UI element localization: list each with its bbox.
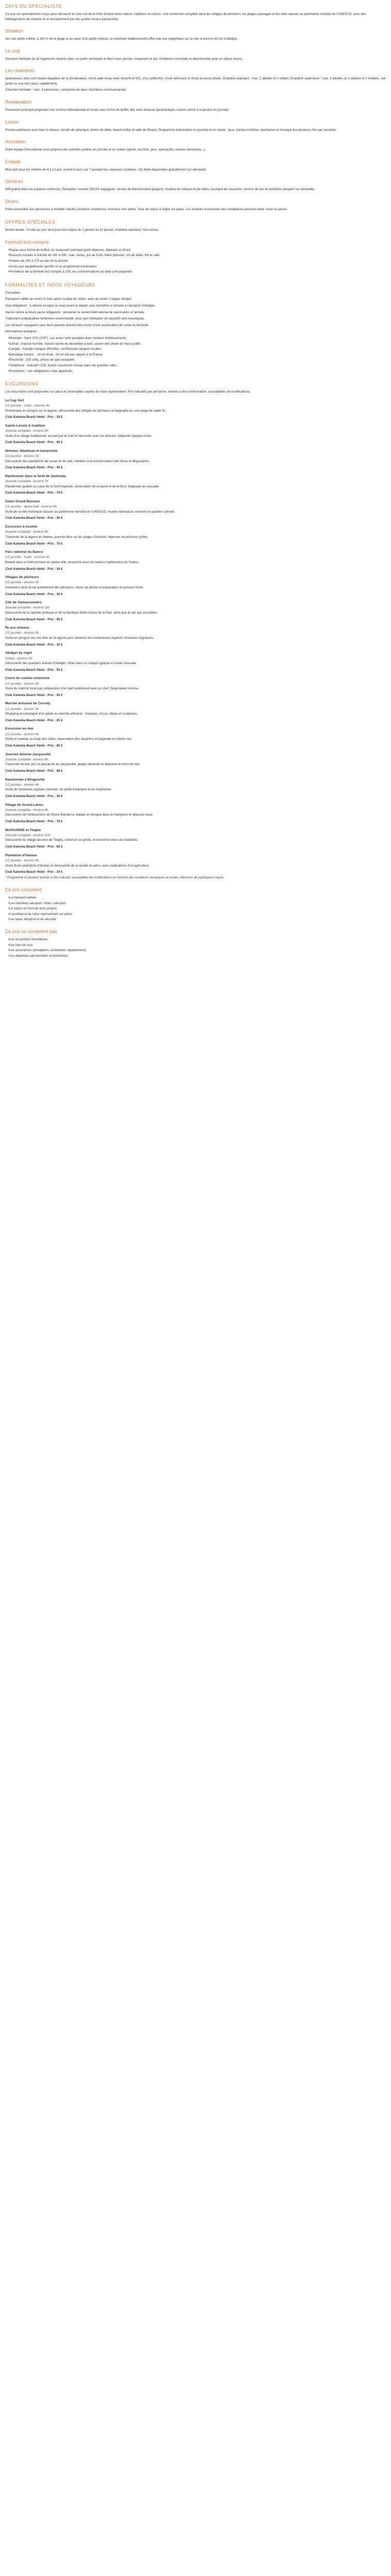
- excursion-description: Traversée en bac vers la presqu'île de Jacqueville, plages désertes et déjeuner en bord de mer.: [5, 762, 141, 767]
- excursion-name: Randonnée à Bingerville: [5, 777, 45, 782]
- excursion-item: [5, 726, 386, 748]
- excursion-name: Le Cap Vert: [5, 398, 24, 402]
- excursion-item: [5, 524, 386, 546]
- excursion-name: Journée détente Jacqueville: [5, 752, 51, 756]
- formalities-paragraph: Traitement antipaludéen fortement recommandé, ainsi que l'utilisation de répulsifs anti-moustiques.: [5, 317, 145, 321]
- excursion-description: Visite d'un village traditionnel, accueil par le chef et rencontre avec les artisans. Déjeuner typique inclus.: [5, 434, 152, 438]
- excursion-name: Cours de cuisine ivoirienne: [5, 676, 50, 681]
- practical-info-item: • Électricité : 220 volts, prises de type européen.: [8, 358, 386, 363]
- excursion-item: [5, 423, 386, 445]
- excursion-duration: 1/2 journée - environ 4h: [5, 783, 39, 787]
- included-item: • Les transferts aéroport / hôtel / aéroport: [8, 901, 386, 906]
- page-title: ZAYS DU SPÉCIALISTE: [5, 4, 62, 9]
- excursion-price: Club Kalenka Beach Hotel - Prix : 32 €: [5, 642, 63, 647]
- excursions-note: * Programme et horaires donnés à titre indicatif, susceptibles de modifications en fonction des conditions climatiques et locales. Minimum de participants requis.: [5, 876, 224, 879]
- excursion-description: Visite du marché local puis préparation d'un plat traditionnel avec un chef. Dégustation incluse.: [5, 687, 139, 691]
- not-included-item: • Les dépenses personnelles et pourboires: [8, 954, 386, 959]
- not-included-list: [5, 937, 386, 958]
- excursion-item: [5, 777, 386, 799]
- practical-info-item: • Monnaie : franc CFA (XOF). Les euros sont acceptés dans certains établissements.: [8, 336, 386, 341]
- formula-item: • Fermeture de la formule tout compris à 23h, les consommations au-delà sont payantes: [8, 269, 386, 275]
- excursion-item: [5, 701, 386, 723]
- offers-title: OFFRES SPÉCIALES: [5, 219, 56, 225]
- formula-item: • Snacks de 15h à 17h au bar de la piscine: [8, 259, 386, 264]
- section-title-divers: Divers: [5, 198, 19, 204]
- excursion-item: [5, 676, 386, 698]
- formalities-title: FORMALITES ET INFOS VOYAGEURS: [5, 282, 95, 287]
- formalities-text: [5, 297, 386, 328]
- excursion-item: [5, 828, 386, 850]
- section-title-loisirs: Loisirs: [5, 119, 19, 125]
- excursion-name: MARSARDE et Tiegba: [5, 828, 41, 832]
- section-title-cadre: Le club: [5, 48, 21, 54]
- hotel-sections: [5, 28, 386, 212]
- excursion-price: Club Kalenka Beach Hotel - Prix : 68 €: [5, 769, 63, 773]
- page: [0, 0, 391, 965]
- excursion-price: Club Kalenka Beach Hotel - Prix : 45 €: [5, 466, 63, 470]
- excursion-item: [5, 752, 386, 774]
- excursion-name: Randonnée dans la forêt de Santouka: [5, 474, 66, 478]
- excursion-description: Sortie en bateau au large des côtes, observation des dauphins et baignade en pleine mer.: [5, 737, 133, 741]
- excursions-list: [5, 398, 386, 875]
- excursion-name: Hinnoui, Ndanloan et Iomanorite: [5, 449, 58, 453]
- excursion-duration: Journée complète - environ 11h: [5, 606, 50, 610]
- excursion-price: Club Kalenka Beach Hotel - Prix : 65 €: [5, 440, 63, 445]
- section-text-loisirs: Piscine extérieure avec bain à remous, terrain de pétanque, tennis de table, beach-volley et salle de fitness. Programme d'animation en journée et en soirée : jeux, soirées à thème, spectacles et musique live plusieurs fois par semaine.: [5, 128, 337, 132]
- excursion-name: Plantation d'hévéas: [5, 853, 37, 857]
- excursion-duration: 1/2 journée - environ 3h: [5, 631, 39, 635]
- excursion-item: [5, 398, 386, 420]
- excursions-title: EXCURSIONS: [5, 381, 39, 387]
- excursion-price: Club Kalenka Beach Hotel - Prix : 85 €: [5, 845, 63, 849]
- section-text-services: Wifi gratuit dans les espaces communs. Réception ouverte 24h/24, bagagerie, service de blanchisserie (payant), location de voitures et de vélos, boutique de souvenirs, service de taxi et transferts aéroport sur demande.: [5, 188, 315, 192]
- excursion-description: Sortie en pirogue vers les îlots de la lagune pour observer les nombreuses espèces d'oiseaux migrateurs.: [5, 636, 155, 640]
- excursion-duration: 1/2 journée - environ 4h: [5, 732, 39, 736]
- excursion-description: Découverte des quartiers animés d'Abidjan, dîner dans un maquis typique et soirée musicale.: [5, 662, 137, 666]
- section-title-situation: Situation: [5, 28, 24, 34]
- formalities-subtitle: Formalités :: [5, 291, 22, 295]
- excursion-price: Club Kalenka Beach Hotel - Prix : 55 €: [5, 668, 63, 672]
- excursion-duration: Journée complète - environ 7h: [5, 480, 48, 484]
- excursion-description: Découverte des plantations de cacao et de café, initiation à la transformation des fèves et dégustation.: [5, 459, 150, 463]
- excursion-item: [5, 474, 386, 496]
- excursion-item: [5, 600, 386, 622]
- formula-item: • Repas sous forme de buffets au restaurant principal (petit déjeuner, déjeuner et dîner): [8, 248, 386, 253]
- excursion-name: Sainte Léonie & tradition: [5, 423, 45, 428]
- practical-info-title: Informations pratiques :: [5, 330, 39, 334]
- excursion-description: Visite d'une plantation d'hévéas et découverte de la récolte du latex, avec explications d'un agriculteur.: [5, 863, 150, 868]
- formalities-paragraph: Passeport valide au moins 6 mois après la date de retour, avec au moins 2 pages vierges.: [5, 297, 133, 301]
- excursion-description: Découverte du village lacustre de Tiegba, construit sur pilotis, et rencontre avec ses habitants.: [5, 838, 138, 842]
- section-text-restauration: Restaurant principal proposant une cuisine internationale et locale sous forme de buffet. Bar avec terrasse panoramique, snacks servis à la piscine en journée.: [5, 108, 230, 112]
- excursion-duration: 1/2 journée - environ 4h: [5, 858, 39, 862]
- included-item: • Le séjour en formule tout compris: [8, 906, 386, 911]
- section-text-animation: Notre équipe francophone vous propose des activités variées en journée et en soirée (sports, tournois, jeux, spectacles, soirées dansantes...).: [5, 148, 206, 152]
- excursion-duration: 1/2 journée - environ 4h: [5, 581, 39, 585]
- excursion-description: Découverte de la capitale politique et de la basilique Notre-Dame de la Paix, ainsi que du lac aux crocodiles.: [5, 611, 158, 615]
- excursion-price: Club Kalenka Beach Hotel - Prix : 40 €: [5, 516, 63, 520]
- excursion-item: [5, 575, 386, 597]
- excursion-name: Île aux oiseaux: [5, 626, 29, 630]
- excursion-duration: Journée complète - environ 9h: [5, 808, 48, 812]
- excursion-duration: 1/2 journée - matin - environ 4h: [5, 555, 50, 560]
- formula-title: Formule tout compris: [5, 239, 49, 245]
- excursion-description: Visite de la ville historique classée au patrimoine mondial de l'UNESCO, musée national du costume et quartier colonial.: [5, 510, 175, 514]
- excursion-item: [5, 803, 386, 824]
- excursion-duration: 1/2 journée - après-midi - environ 4h: [5, 505, 57, 509]
- section-text-cadre: Structure familiale de 32 logements répartis dans un jardin verdoyant et fleuri avec piscine, restaurant et bar. Ambiance conviviale et décontractée pour un séjour réussi.: [5, 57, 243, 61]
- formula-item: • Accès aux équipements sportifs et au programme d'animation: [8, 264, 386, 269]
- excursion-name: Abidjan by night: [5, 651, 32, 655]
- included-item: • Les taxes aéroport et de sécurité: [8, 917, 386, 922]
- section-title-restauration: Restauration: [5, 99, 32, 105]
- practical-info-item: • Langue : français (langue officielle), nombreuses langues locales.: [8, 347, 386, 352]
- section-title-enfants: Enfants: [5, 159, 21, 164]
- excursion-price: Club Kalenka Beach Hotel - Prix : 60 €: [5, 743, 63, 748]
- section-text-chambres: Chambre familiale : max. 4 personnes, composée de deux chambres communicantes.: [5, 88, 127, 92]
- included-item: • L'assistance de notre représentant sur place: [8, 912, 386, 917]
- excursion-description: Shopping accompagné d'un guide au marché artisanal : masques, tissus, bijoux et sculptures.: [5, 712, 138, 716]
- excursion-price: Club Kalenka Beach Hotel - Prix : 78 €: [5, 820, 63, 824]
- formula-list: [5, 248, 386, 275]
- excursion-price: Club Kalenka Beach Hotel - Prix : 75 €: [5, 541, 63, 546]
- excursion-description: Visite de l'ancienne capitale coloniale, du jardin botanique et de l'orphelinat.: [5, 788, 112, 792]
- formalities-paragraph: Les mineurs voyageant sans leurs parents doivent être munis d'une autorisation de sortie du territoire.: [5, 323, 150, 327]
- excursion-duration: Journée complète - environ 10h: [5, 833, 51, 837]
- practical-info-item: • Pourboires : non obligatoires mais appréciés.: [8, 369, 386, 374]
- excursion-price: Club Kalenka Beach Hotel - Prix : 70 €: [5, 491, 63, 495]
- excursion-name: Excursion en mer: [5, 727, 34, 731]
- section-text-situation: Sur une petite colline, à 100 m de la plage et au cœur d'un jardin tropical, ce charmant établissement offre une vue magnifique sur la mer, à environ 40 km d'Abidjan.: [5, 37, 238, 41]
- excursion-duration: Journée complète - environ 8h: [5, 429, 48, 433]
- excursion-description: Randonnée guidée au cœur de la forêt tropicale, observation de la faune et de la flore, baignade en cascade.: [5, 484, 159, 488]
- excursion-price: Club Kalenka Beach Hotel - Prix : 95 €: [5, 617, 63, 621]
- formalities-paragraph: Visa obligatoire : à obtenir en ligne (e-visa) avant le départ, puis biométrie à l'arrivée à l'aéroport d'Abidjan.: [5, 303, 156, 308]
- excursion-description: Balade dans la forêt primaire en pleine ville, rencontre avec les laveurs traditionnels du Fanico.: [5, 560, 139, 564]
- practical-info-item: • Décalage horaire : -1h en hiver, -2h en été par rapport à la France.: [8, 352, 386, 358]
- section-title-animation: Animation: [5, 139, 26, 145]
- excursion-duration: Soirée - environ 5h: [5, 656, 32, 660]
- section-text-divers: Hôtel accessible aux personnes à mobilité réduite (certaines chambres). Animaux non admis. Taxe de séjour à régler sur place. Les horaires d'ouverture des installations peuvent varier selon la saison.: [5, 207, 288, 211]
- not-included-item: • Les excursions facultatives: [8, 937, 386, 942]
- section-title-services: Services: [5, 179, 23, 184]
- not-included-item: • Les assurances (annulation, assistance, rapatriement): [8, 948, 386, 953]
- excursion-name: Village de Grand-Lahou: [5, 803, 43, 807]
- excursion-price: Club Kalenka Beach Hotel - Prix : 30 €: [5, 592, 63, 596]
- excursion-name: Safari Grand-Bassam: [5, 500, 40, 504]
- excursion-description: Traversée de la lagune en bateau, journée libre sur les plages d'Assinie, déjeuner de poissons grillés.: [5, 535, 149, 539]
- excursion-duration: Journée complète - environ 8h: [5, 757, 48, 761]
- included-title: Ce prix comprend: [5, 887, 42, 893]
- excursion-price: Club Kalenka Beach Hotel - Prix : 34 €: [5, 870, 63, 874]
- excursion-duration: 1/2 journée - environ 3h: [5, 707, 39, 711]
- excursion-item: [5, 499, 386, 521]
- excursion-description: Promenade en pirogue sur la lagune, découverte des villages de pêcheurs et baignade sur une plage de sable fin.: [5, 409, 167, 413]
- excursion-name: Marché artisanal de Cocody: [5, 702, 51, 706]
- excursion-duration: 1/2 journée - environ 5h: [5, 454, 39, 459]
- formalities-paragraph: Vaccin contre la fièvre jaune obligatoire : présenter le carnet international de vaccination à l'arrivée.: [5, 310, 145, 314]
- excursion-price: Club Kalenka Beach Hotel - Prix : 42 €: [5, 693, 63, 697]
- excursion-price: Club Kalenka Beach Hotel - Prix : 36 €: [5, 794, 63, 798]
- included-list: [5, 895, 386, 922]
- excursion-item: [5, 625, 386, 647]
- section-text-enfants: Mini-club pour les enfants de 4 à 12 ans, ouvert 6 jours sur 7 pendant les vacances scolaires. Lits bébé disponibles gratuitement sur demande.: [5, 167, 207, 172]
- excursion-name: Cité de Yamoussoukro: [5, 601, 42, 605]
- excursion-item: [5, 651, 386, 672]
- not-included-item: • Les frais de visa: [8, 943, 386, 948]
- excursion-item: [5, 853, 386, 875]
- excursion-duration: 1/2 journée - environ 3h: [5, 682, 39, 686]
- excursions-intro: Les excursions sont proposées sur place et réservables auprès de notre représentant. Prix indicatifs par personne, donnés à titre d'information, susceptibles de modifications.: [5, 390, 251, 394]
- excursion-description: Découverte de l'embouchure du fleuve Bandama, balade en pirogue dans la mangrove et déjeuner local.: [5, 813, 153, 817]
- excursion-price: Club Kalenka Beach Hotel - Prix : 25 €: [5, 718, 63, 722]
- not-included-title: Ce prix ne comprend pas: [5, 929, 57, 935]
- practical-info-item: • Climat : tropical humide. Saison sèche de décembre à avril, saison des pluies de mai à juillet.: [8, 342, 386, 347]
- section-text-chambres: Spacieuses, elles sont toutes équipées de la climatisation, d'une salle d'eau avec douche et WC, d'un coffre-fort, d'une télévision et d'une terrasse privée. Chambre standard : max. 2 adultes et 1 enfant. Chambre supérieure : max. 3 adultes ou 2 adultes et 2 enfants, vue jardin ou vue mer (avec supplément).: [5, 77, 386, 86]
- included-item: • Le transport aérien: [8, 895, 386, 901]
- excursion-duration: Journée complète - environ 9h: [5, 530, 48, 534]
- excursion-duration: 1/2 journée - matin - environ 4h: [5, 404, 50, 408]
- formula-item: • Boissons locales à volonté de 10h à 23h : eau, sodas, jus de fruits, bière pression, vin de table, thé et café: [8, 253, 386, 258]
- practical-info-list: [5, 336, 386, 374]
- excursion-item: [5, 449, 386, 470]
- intro-text: Ce tour est spécialement conçu pour découvrir la côte sud de la Côte d'Ivoire entre nature, traditions et culture. Une immersion complète dans les villages de pêcheurs, les plages sauvages et les sites classés au patrimoine mondial de l'UNESCO, avec des hébergements de charme et un encadrement par des guides locaux passionnés.: [5, 12, 366, 21]
- excursion-price: Club Kalenka Beach Hotel - Prix : 35 €: [5, 415, 63, 419]
- excursion-description: Immersion dans la vie quotidienne des pêcheurs, retour de pêche et préparation du poisson fumé.: [5, 586, 144, 589]
- section-title-chambres: Les chambres: [5, 68, 35, 74]
- excursion-price: Club Kalenka Beach Hotel - Prix : 38 €: [5, 567, 63, 571]
- excursion-name: Parc national du Banco: [5, 550, 43, 554]
- excursion-item: [5, 550, 386, 571]
- excursion-name: Excursion à Assinie: [5, 525, 38, 529]
- practical-info-item: • Téléphone : indicatif +225, bonne couverture réseau dans les grandes villes.: [8, 363, 386, 368]
- offers-text: Bonne année : 5 nuits au prix de 4 pour tout séjour du 2 janvier au 31 janvier, chambre standard, hors extras.: [5, 228, 159, 232]
- excursion-name: Villages de pêcheurs: [5, 575, 39, 580]
